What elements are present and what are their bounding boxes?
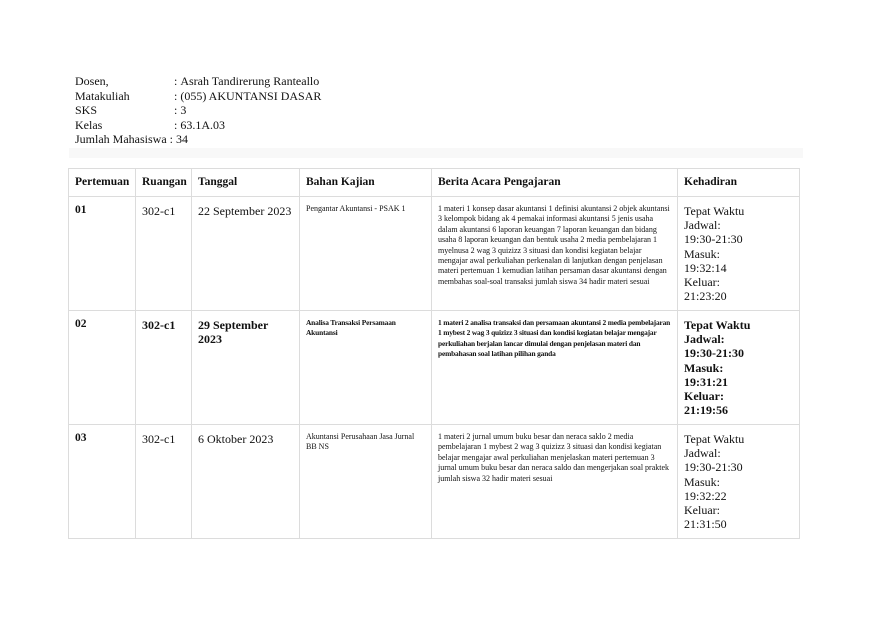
course-info <box>75 74 321 147</box>
table-header-row <box>69 169 800 197</box>
cell-tanggal: 29 September 2023 <box>192 311 300 425</box>
info-separator: : <box>169 132 173 146</box>
info-row-dosen <box>75 74 321 89</box>
table-row <box>69 425 800 539</box>
cell-ruangan: 302-c1 <box>136 197 192 311</box>
header-bahan-kajian: Bahan Kajian <box>300 169 432 197</box>
info-separator: : <box>174 117 178 132</box>
info-label: Kelas <box>75 117 103 132</box>
cell-berita-acara: 1 materi 2 jurnal umum buku besar dan neraca saklo 2 media pembelajaran 1 mybest 2 wag 3 quizizz 3 situasi dan kondisi kegiatan belajar mengajar awal perkuliahan menjelaskan materi pertemuan 3 jurnal umum buku besar dan neraca saldo dan mengerjakan soal praktek jumlah siswa 32 hadir materi sesuai <box>432 425 678 539</box>
cell-berita-acara: 1 materi 2 analisa transaksi dan persamaan akuntansi 2 media pembelajaran 1 mybest 2 wag 3 quizizz 3 situasi dan kondisi kegiatan belajar mengajar perkuliahan berjalan lancar dimulai dengan penjelasan materi dan pembahasan soal latihan pilihan ganda <box>432 311 678 425</box>
info-separator: : <box>174 103 178 117</box>
cell-bahan-kajian: Analisa Transaksi Persamaan Akuntansi <box>300 311 432 425</box>
cell-pertemuan: 01 <box>69 197 136 311</box>
cell-tanggal: 22 September 2023 <box>192 197 300 311</box>
cell-ruangan: 302-c1 <box>136 425 192 539</box>
header-pertemuan: Pertemuan <box>69 169 136 197</box>
info-row-kelas <box>75 118 321 133</box>
divider-band <box>69 148 803 158</box>
cell-pertemuan: 02 <box>69 311 136 425</box>
info-row-jumlah-mahasiswa <box>75 132 321 147</box>
info-value: Asrah Tandirerung Ranteallo <box>180 74 320 88</box>
info-value: 3 <box>180 103 187 117</box>
table-row <box>69 311 800 425</box>
info-row-matakuliah <box>75 89 321 104</box>
info-label: Matakuliah <box>75 88 130 103</box>
info-label: SKS <box>75 103 98 117</box>
header-ruangan: Ruangan <box>136 169 192 197</box>
cell-berita-acara: 1 materi 1 konsep dasar akuntansi 1 definisi akuntansi 2 objek akuntansi 3 kelompok bidang ak 4 pemakai informasi akuntansi 5 jenis usaha dalam akuntansi 6 laporan keuangan 7 laporan keuangan dan bidang usaha 8 laporan keuangan dan bentuk usaha 2 media pembelajaran 1 myelnusa 2 wag 3 quizizz 3 situasi dan kondisi kegiatan belajar mengajar awal perkuliahan perkenalan di lanjutkan dengan penjelasan materi pertemuan 1 kemudian latihan persaman dasar akuntansi dengan membahas soal-soal transaksi jumlah siswa 34 hadir materi sesuai <box>432 197 678 311</box>
info-label: Dosen, <box>75 74 109 88</box>
table-row <box>69 197 800 311</box>
cell-kehadiran: Tepat Waktu Jadwal: 19:30-21:30 Masuk: 19:32:14 Keluar: 21:23:20 <box>678 197 800 311</box>
info-value: 63.1A.03 <box>180 117 226 132</box>
info-value: 34 <box>176 132 188 146</box>
cell-bahan-kajian: Pengantar Akuntansi - PSAK 1 <box>300 197 432 311</box>
info-separator: : <box>174 88 178 103</box>
header-tanggal: Tanggal <box>192 169 300 197</box>
cell-pertemuan: 03 <box>69 425 136 539</box>
info-value: (055) AKUNTANSI DASAR <box>180 88 322 103</box>
header-kehadiran: Kehadiran <box>678 169 800 197</box>
cell-ruangan: 302-c1 <box>136 311 192 425</box>
teaching-log-table <box>68 168 800 539</box>
cell-kehadiran: Tepat Waktu Jadwal: 19:30-21:30 Masuk: 19:32:22 Keluar: 21:31:50 <box>678 425 800 539</box>
cell-bahan-kajian: Akuntansi Perusahaan Jasa Jurnal BB NS <box>300 425 432 539</box>
info-row-sks <box>75 103 321 118</box>
info-separator: : <box>174 74 178 88</box>
info-label: Jumlah Mahasiswa <box>75 132 167 146</box>
header-berita-acara: Berita Acara Pengajaran <box>432 169 678 197</box>
cell-kehadiran: Tepat Waktu Jadwal: 19:30-21:30 Masuk: 19:31:21 Keluar: 21:19:56 <box>678 311 800 425</box>
cell-tanggal: 6 Oktober 2023 <box>192 425 300 539</box>
